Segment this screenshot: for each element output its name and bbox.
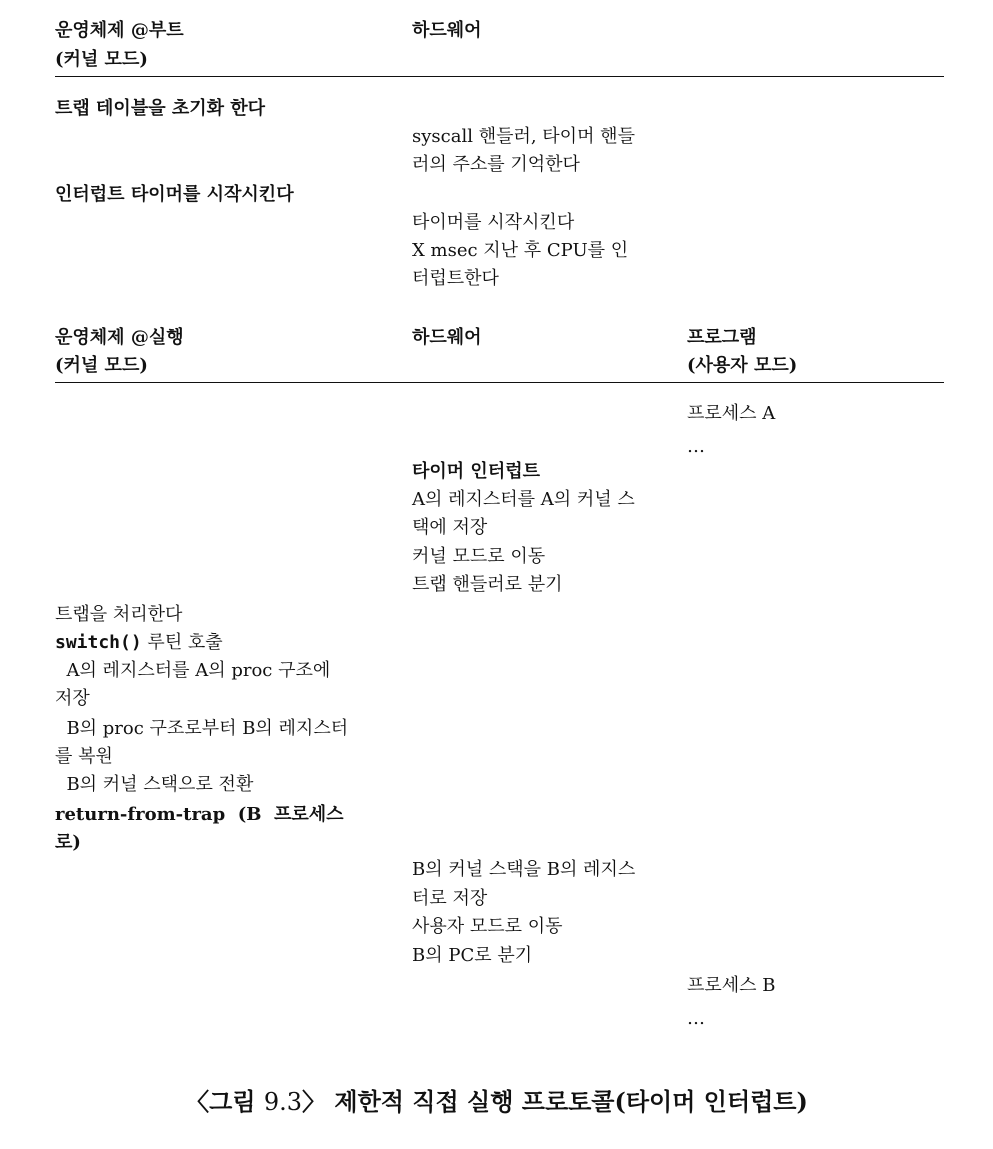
- run-os-handle-trap: 트랩을 처리한다: [55, 604, 183, 625]
- run-hw-move-user: 사용자 모드로 이동: [412, 916, 563, 937]
- run-os-switch-code: switch(): [55, 632, 142, 653]
- caption-text: 〉 제한적 직접 실행 프로토콜(타이머 인터럽트): [302, 1087, 808, 1116]
- run-os-return-line1: return-from-trap (B 프로세스: [55, 804, 344, 825]
- run-hw-restore-b-line2: 터로 저장: [412, 888, 488, 909]
- run-prog-header: 프로그램: [687, 327, 757, 348]
- caption-prefix: 〈그림: [185, 1087, 264, 1116]
- caption-number: 9.3: [263, 1088, 303, 1116]
- run-hw-timer-interrupt: 타이머 인터럽트: [412, 461, 540, 482]
- run-prog-ellipsis-a: …: [687, 436, 705, 457]
- run-hw-save-regs-line1: A의 레지스터를 A의 커널 스: [412, 489, 635, 510]
- boot-hw-remember-line2: 러의 주소를 기억한다: [412, 154, 580, 175]
- boot-header-rule: [55, 76, 944, 77]
- run-os-save-a-line1: A의 레지스터를 A의 proc 구조에: [55, 660, 331, 681]
- run-prog-ellipsis-b: …: [687, 1008, 705, 1029]
- run-hw-branch-trap: 트랩 핸들러로 분기: [412, 574, 563, 595]
- boot-os-init-trap-table: 트랩 테이블을 초기화 한다: [55, 98, 266, 119]
- run-os-save-a-line2: 저장: [55, 688, 90, 709]
- run-prog-process-b: 프로세스 B: [687, 975, 776, 996]
- run-hw-header: 하드웨어: [412, 327, 482, 348]
- boot-hw-interrupt-line2: 터럽트한다: [412, 268, 499, 289]
- run-os-switch-stack: B의 커널 스택으로 전환: [55, 774, 254, 795]
- run-prog-header-mode: (사용자 모드): [687, 355, 798, 376]
- run-os-header: 운영체제 @실행: [55, 327, 184, 348]
- run-os-switch-call: [55, 629, 223, 658]
- run-os-switch-rest: 루틴 호출: [141, 632, 223, 653]
- figure-caption: [0, 1082, 993, 1117]
- boot-hw-interrupt-line1: X msec 지난 후 CPU를 인: [412, 240, 629, 261]
- run-header-rule: [55, 382, 944, 383]
- boot-hw-header: 하드웨어: [412, 20, 482, 41]
- boot-os-start-timer: 인터럽트 타이머를 시작시킨다: [55, 184, 294, 205]
- run-hw-branch-pc: B의 PC로 분기: [412, 945, 533, 966]
- run-os-restore-b-line2: 를 복원: [55, 746, 113, 767]
- boot-hw-remember-line1: syscall 핸들러, 타이머 핸들: [412, 126, 635, 147]
- run-os-restore-b-line1: B의 proc 구조로부터 B의 레지스터: [55, 718, 349, 739]
- run-os-return-line2: 로): [55, 832, 81, 853]
- run-prog-process-a: 프로세스 A: [687, 403, 776, 424]
- run-os-header-mode: (커널 모드): [55, 355, 148, 376]
- run-hw-move-kernel: 커널 모드로 이동: [412, 546, 546, 567]
- run-hw-restore-b-line1: B의 커널 스택을 B의 레지스: [412, 859, 636, 880]
- boot-os-header: 운영체제 @부트: [55, 20, 184, 41]
- boot-hw-start-timer: 타이머를 시작시킨다: [412, 212, 575, 233]
- run-hw-save-regs-line2: 택에 저장: [412, 517, 488, 538]
- boot-os-header-mode: (커널 모드): [55, 49, 148, 70]
